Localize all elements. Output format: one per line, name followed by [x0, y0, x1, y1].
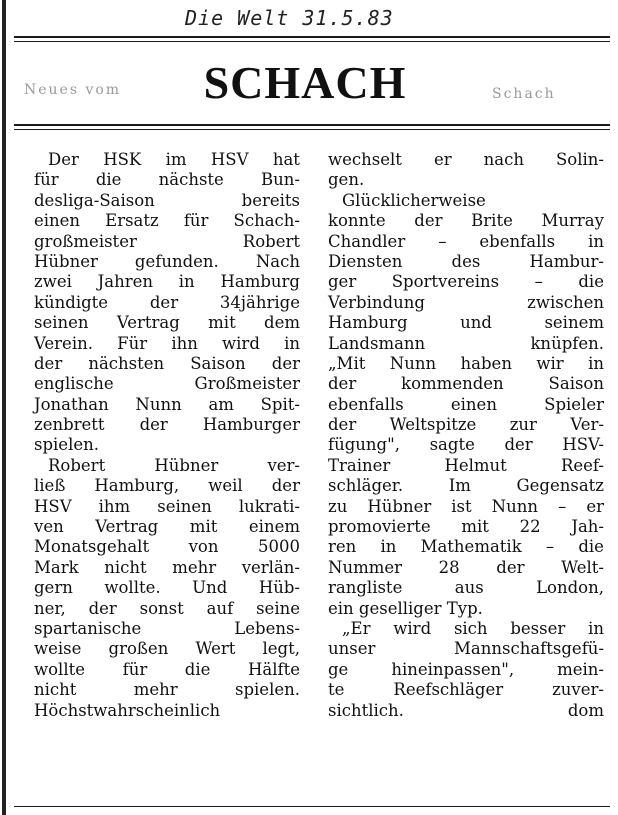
word: Mathematik: [420, 537, 522, 557]
word: nicht: [34, 680, 77, 700]
word: wir: [536, 353, 564, 373]
word: wollte.: [104, 578, 161, 598]
word: ner,: [34, 598, 66, 618]
word: der: [149, 292, 179, 312]
word: ver-: [267, 455, 300, 475]
word: haben: [460, 353, 512, 373]
word: Diensten: [328, 251, 403, 271]
word: HSV: [34, 496, 72, 516]
word: mehr: [172, 557, 217, 577]
word: die: [184, 659, 211, 679]
text-line: [328, 497, 604, 517]
word: ger: [328, 272, 357, 292]
word: Nunn: [389, 353, 437, 373]
word: Hübner: [154, 455, 219, 475]
text-line: [328, 517, 604, 537]
word: desliga-Saison: [34, 190, 155, 210]
word: Chandler: [328, 231, 406, 251]
word: unser: [328, 639, 376, 659]
text-line: [328, 578, 604, 598]
word: Welt-: [561, 557, 604, 577]
word: der: [504, 435, 533, 455]
word: Robert: [48, 455, 106, 475]
headline-rule: [14, 124, 610, 126]
word: kündigte: [34, 292, 109, 312]
word: Gegensatz: [516, 476, 604, 496]
text-line: [328, 395, 604, 415]
word: nicht: [104, 557, 147, 577]
word: hineinpassen",: [391, 659, 515, 679]
text-line: [34, 313, 300, 333]
text-line: [34, 517, 300, 537]
word: Der: [48, 150, 79, 169]
word: sichtlich.: [328, 700, 404, 720]
word: Brite: [471, 211, 513, 231]
word: „Mit: [328, 353, 366, 373]
word: der: [496, 557, 525, 577]
bottom-rule: [14, 806, 610, 807]
article-column-left: [34, 150, 300, 721]
word: wird: [393, 618, 432, 638]
word: zur: [509, 415, 537, 435]
text-line: [328, 599, 604, 619]
word: gern: [34, 578, 73, 598]
scan-edge: [2, 0, 6, 815]
word: nächste: [158, 170, 224, 190]
word: Spieler: [544, 394, 604, 414]
word: Murray: [541, 211, 604, 231]
word: Hambur-: [529, 251, 604, 271]
text-line: [328, 456, 604, 476]
word: Ersatz: [105, 211, 159, 231]
word: wechselt: [328, 150, 402, 169]
word: Saison: [190, 353, 246, 373]
text-line: [34, 435, 300, 455]
text-line: [34, 660, 300, 680]
word: des: [451, 251, 481, 271]
text-line: [328, 639, 604, 659]
word: bereits: [241, 190, 300, 210]
word: zu: [328, 496, 348, 516]
handwritten-source-note: Die Welt 31.5.83: [185, 6, 394, 30]
text-line: [34, 354, 300, 374]
word: Helmut: [444, 455, 507, 475]
text-line: [34, 150, 300, 170]
word: Weltspitze: [389, 415, 477, 435]
word: –: [438, 231, 447, 251]
word: wird: [222, 333, 260, 353]
headline-rule-thin: [14, 129, 610, 130]
word: sich: [453, 618, 488, 638]
word: einen: [34, 211, 81, 231]
text-line: [34, 232, 300, 252]
word: HSK: [103, 150, 142, 169]
word: wollte: [34, 659, 86, 679]
word: ge: [328, 659, 349, 679]
text-line: [328, 415, 604, 435]
word: schläger.: [328, 476, 404, 496]
word: Sportvereins: [391, 272, 500, 292]
word: „Er: [342, 618, 371, 638]
text-line: [34, 252, 300, 272]
text-line: [328, 170, 604, 190]
text-line: [328, 354, 604, 374]
word: verlän-: [241, 557, 300, 577]
word: –: [545, 537, 555, 557]
word: in: [178, 272, 195, 292]
word: der: [34, 353, 63, 373]
word: Spit-: [260, 394, 300, 414]
word: te: [328, 680, 345, 700]
word: Reefschläger: [393, 680, 504, 700]
text-span: gen.: [328, 170, 365, 190]
word: von: [188, 537, 219, 557]
word: seinen: [34, 313, 89, 333]
word: Hüb-: [258, 578, 300, 598]
word: Nunn: [135, 394, 182, 414]
text-line: [328, 619, 604, 639]
word: HSV-: [562, 435, 604, 455]
word: konnte: [328, 211, 386, 231]
word: und: [460, 313, 492, 333]
text-span: Höchstwahrscheinlich: [34, 700, 221, 720]
word: dem: [264, 313, 300, 333]
text-line: [34, 191, 300, 211]
text-line: [34, 680, 300, 700]
text-line: [328, 680, 604, 700]
word: Für: [117, 333, 148, 353]
word: kommenden: [401, 374, 504, 394]
top-rule: [14, 36, 610, 38]
word: Vertrag: [95, 517, 159, 537]
word: –: [558, 496, 567, 516]
word: auf: [206, 598, 234, 618]
word: seinen: [157, 496, 212, 516]
word: am: [208, 394, 234, 414]
word: promovierte: [328, 517, 431, 537]
text-line: [328, 435, 604, 455]
word: Landsmann: [328, 333, 426, 353]
word: Jahren: [97, 272, 153, 292]
word: Bun-: [261, 170, 300, 190]
word: spartanische: [34, 618, 142, 638]
word: Und: [192, 578, 228, 598]
word: London,: [536, 578, 604, 598]
word: dom: [567, 700, 604, 720]
word: ebenfalls: [328, 394, 404, 414]
word: sonst: [139, 598, 184, 618]
text-line: [34, 599, 300, 619]
word: mit: [208, 313, 236, 333]
word: nächsten: [88, 353, 165, 373]
word: großmeister: [34, 231, 137, 251]
word: 22: [519, 517, 541, 537]
word: Mannschaftsgefü-: [454, 639, 604, 659]
word: ihm: [98, 496, 131, 516]
text-line: [328, 313, 604, 333]
word: die: [578, 537, 604, 557]
word: einen: [450, 394, 497, 414]
text-line: [34, 272, 300, 292]
text-line: [328, 211, 604, 231]
text-line: [34, 537, 300, 557]
text-line: [34, 293, 300, 313]
word: Verein.: [34, 333, 93, 353]
word: 28: [438, 557, 460, 577]
word: 34jährige: [219, 292, 300, 312]
text-line: [328, 537, 604, 557]
text-line: [34, 497, 300, 517]
word: der: [271, 353, 300, 373]
word: Hamburg: [328, 313, 408, 333]
text-span: Glücklicherweise: [342, 190, 486, 210]
word: großen: [108, 639, 169, 659]
word: für: [183, 211, 209, 231]
word: knüpfen.: [530, 333, 604, 353]
text-line: [328, 232, 604, 252]
text-line: [34, 701, 300, 721]
word: Saison: [548, 374, 604, 394]
word: Ver-: [570, 415, 604, 435]
word: der: [328, 374, 357, 394]
text-line: [34, 578, 300, 598]
word: im: [165, 150, 187, 169]
word: ren: [328, 537, 357, 557]
word: nach: [483, 150, 524, 169]
text-line: [328, 660, 604, 680]
word: Trainer: [328, 455, 391, 475]
word: gefunden.: [134, 251, 219, 271]
text-line: [34, 476, 300, 496]
word: Jah-: [571, 517, 604, 537]
text-line: [34, 558, 300, 578]
word: Jonathan: [34, 394, 109, 414]
text-line: [34, 374, 300, 394]
word: ebenfalls: [479, 231, 556, 251]
word: Hübner: [367, 496, 432, 516]
word: mit: [461, 517, 489, 537]
article-column-right: [328, 150, 604, 721]
word: die: [578, 272, 604, 292]
text-line: [34, 395, 300, 415]
word: Vertrag: [116, 313, 180, 333]
word: ihn: [171, 333, 198, 353]
word: Hamburger: [202, 415, 300, 435]
text-line: [328, 701, 604, 721]
word: zwischen: [527, 292, 604, 312]
text-line: [34, 415, 300, 435]
word: der: [139, 415, 168, 435]
word: besser: [510, 618, 566, 638]
word: mehr: [133, 680, 178, 700]
word: Nunn: [491, 496, 538, 516]
word: lukrati-: [238, 496, 300, 516]
word: fügung",: [328, 435, 400, 455]
faded-text-right: Schach: [492, 86, 556, 102]
word: Hälfte: [247, 659, 300, 679]
word: Robert: [242, 231, 300, 251]
word: der: [414, 211, 443, 231]
word: ven: [34, 517, 64, 537]
word: Nach: [255, 251, 300, 271]
faded-text-left: Neues vom: [24, 82, 122, 98]
headline: SCHACH: [203, 56, 407, 108]
text-line: [34, 456, 300, 476]
word: Monatsgehalt: [34, 537, 150, 557]
text-line: [328, 191, 604, 211]
word: Großmeister: [194, 374, 300, 394]
word: –: [534, 272, 543, 292]
word: Wert: [195, 639, 236, 659]
word: HSV: [210, 150, 249, 169]
word: die: [95, 170, 122, 190]
word: ist: [451, 496, 472, 516]
word: 5000: [257, 537, 300, 557]
word: für: [34, 170, 59, 190]
word: aus: [454, 578, 484, 598]
word: Schach-: [233, 211, 300, 231]
text-line: [328, 293, 604, 313]
text-line: [328, 272, 604, 292]
text-line: [34, 619, 300, 639]
text-line: [328, 374, 604, 394]
word: seinem: [544, 313, 604, 333]
word: legt,: [262, 639, 300, 659]
word: rangliste: [328, 578, 403, 598]
word: hat: [272, 150, 300, 169]
word: spielen.: [235, 680, 300, 700]
text-line: [328, 558, 604, 578]
word: der: [328, 415, 357, 435]
word: Hamburg: [220, 272, 300, 292]
text-line: [34, 211, 300, 231]
word: der: [88, 598, 117, 618]
word: zuver-: [552, 680, 604, 700]
word: mit: [189, 517, 218, 537]
word: weil: [208, 476, 243, 496]
text-line: [328, 252, 604, 272]
word: sagte: [429, 435, 475, 455]
word: zenbrett: [34, 415, 105, 435]
word: in: [588, 231, 604, 251]
word: weise: [34, 639, 82, 659]
text-span: spielen.: [34, 435, 99, 455]
word: Lebens-: [234, 618, 300, 638]
text-line: [34, 170, 300, 190]
word: englische: [34, 374, 114, 394]
word: Hübner: [34, 251, 98, 271]
text-line: [328, 334, 604, 354]
word: für: [122, 659, 148, 679]
word: Nummer: [328, 557, 403, 577]
top-rule-thin: [14, 41, 610, 42]
word: seine: [256, 598, 300, 618]
text-line: [34, 639, 300, 659]
word: Hamburg,: [94, 476, 180, 496]
word: mein-: [557, 659, 604, 679]
word: er: [433, 150, 452, 169]
word: einem: [248, 517, 300, 537]
word: in: [380, 537, 397, 557]
word: Mark: [34, 557, 79, 577]
word: ließ: [34, 476, 66, 496]
text-line: [328, 150, 604, 170]
word: Im: [448, 476, 471, 496]
word: er: [586, 496, 604, 516]
word: Reef-: [560, 455, 604, 475]
word: in: [588, 353, 604, 373]
text-span: ein geselliger Typ.: [328, 598, 483, 618]
word: Solin-: [556, 150, 604, 169]
text-line: [328, 476, 604, 496]
word: in: [284, 333, 300, 353]
word: zwei: [34, 272, 72, 292]
word: in: [588, 618, 604, 638]
word: der: [271, 476, 300, 496]
text-line: [34, 334, 300, 354]
word: Verbindung: [328, 292, 425, 312]
